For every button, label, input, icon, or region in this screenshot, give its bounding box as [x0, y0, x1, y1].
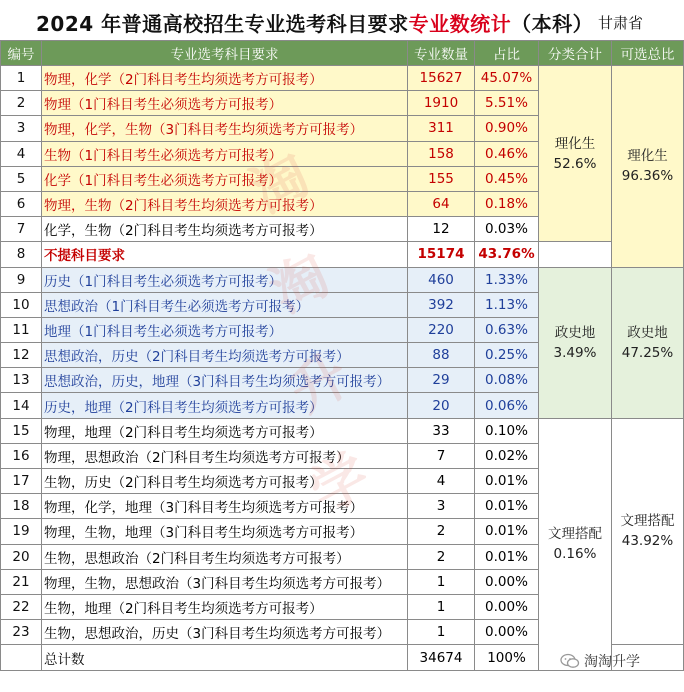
row-count: 15174 — [408, 242, 475, 267]
humanities-total-cell — [612, 267, 684, 418]
header-id: 编号 — [1, 41, 42, 66]
row-count: 33 — [408, 418, 475, 443]
row-count: 311 — [408, 116, 475, 141]
mixed-total-label: 文理搭配 — [620, 513, 675, 530]
row-count: 392 — [408, 292, 475, 317]
row-count: 88 — [408, 343, 475, 368]
title-suffix: （本科） — [511, 12, 594, 36]
mixed-total-cell — [612, 418, 684, 645]
row-id: 19 — [1, 519, 42, 544]
row-percent: 0.00% — [475, 569, 539, 594]
brand-mark — [560, 651, 640, 671]
row-count: 1 — [408, 620, 475, 645]
row-percent: 0.06% — [475, 393, 539, 418]
row-requirement: 地理（1门科目考生必须选考方可报考） — [42, 317, 408, 342]
row-id: 22 — [1, 594, 42, 619]
title-bar — [0, 0, 684, 40]
row-requirement: 物理（1门科目考生必须选考方可报考） — [42, 91, 408, 116]
row-percent: 0.63% — [475, 317, 539, 342]
row-id: 5 — [1, 166, 42, 191]
total-count: 34674 — [408, 645, 475, 671]
province-label: 甘肃省 — [598, 14, 644, 32]
row-count: 7 — [408, 443, 475, 468]
row-requirement: 思想政治（1门科目考生必须选考方可报考） — [42, 292, 408, 317]
science-total-cell — [612, 66, 684, 268]
table-row — [1, 267, 684, 292]
empty-cell — [1, 645, 42, 671]
row-percent: 43.76% — [475, 242, 539, 267]
row-percent: 0.02% — [475, 443, 539, 468]
wechat-icon — [560, 653, 580, 669]
row-requirement: 物理，生物，地理（3门科目考生均须选考方可报考） — [42, 519, 408, 544]
header-requirement: 专业选考科目要求 — [42, 41, 408, 66]
title-prefix: 2024 年普通高校招生专业选考科目要求 — [36, 12, 409, 36]
row-count: 1910 — [408, 91, 475, 116]
row-count: 3 — [408, 494, 475, 519]
row-id: 3 — [1, 116, 42, 141]
row-count: 20 — [408, 393, 475, 418]
row-id: 7 — [1, 217, 42, 242]
page-title — [36, 8, 593, 37]
total-label: 总计数 — [42, 645, 408, 671]
humanities-subtotal: 3.49% — [553, 344, 597, 361]
row-count: 2 — [408, 544, 475, 569]
row-count: 155 — [408, 166, 475, 191]
row-id: 6 — [1, 191, 42, 216]
row-requirement: 不提科目要求 — [42, 242, 408, 267]
statistics-table — [0, 40, 684, 671]
row-id: 23 — [1, 620, 42, 645]
row-count: 29 — [408, 368, 475, 393]
header-count: 专业数量 — [408, 41, 475, 66]
row-id: 21 — [1, 569, 42, 594]
row-requirement: 生物（1门科目考生必须选考方可报考） — [42, 141, 408, 166]
header-category-total: 分类合计 — [539, 41, 612, 66]
row-percent: 0.01% — [475, 469, 539, 494]
humanities-label: 政史地 — [554, 324, 596, 341]
row-percent: 45.07% — [475, 66, 539, 91]
row-requirement: 物理，化学，地理（3门科目考生均须选考方可报考） — [42, 494, 408, 519]
row-percent: 5.51% — [475, 91, 539, 116]
row-requirement: 思想政治，历史（2门科目考生均须选考方可报考） — [42, 343, 408, 368]
row-id: 16 — [1, 443, 42, 468]
mixed-total: 43.92% — [621, 533, 674, 550]
row-count: 15627 — [408, 66, 475, 91]
row-percent: 0.10% — [475, 418, 539, 443]
row-percent: 1.33% — [475, 267, 539, 292]
title-highlight: 专业数统计 — [408, 12, 512, 36]
row-count: 12 — [408, 217, 475, 242]
table-row — [1, 418, 684, 443]
row-id: 14 — [1, 393, 42, 418]
row-requirement: 生物，地理（2门科目考生均须选考方可报考） — [42, 594, 408, 619]
row-id: 12 — [1, 343, 42, 368]
row-count: 220 — [408, 317, 475, 342]
watermark-char: 学 — [300, 442, 381, 526]
row-id: 8 — [1, 242, 42, 267]
row-id: 4 — [1, 141, 42, 166]
humanities-total: 47.25% — [621, 344, 674, 361]
humanities-total-label: 政史地 — [627, 324, 668, 341]
row-requirement: 生物，历史（2门科目考生均须选考方可报考） — [42, 469, 408, 494]
row-id: 10 — [1, 292, 42, 317]
row-count: 4 — [408, 469, 475, 494]
row-id: 15 — [1, 418, 42, 443]
science-total-label: 理化生 — [627, 148, 668, 165]
row-requirement: 化学，生物（2门科目考生均须选考方可报考） — [42, 217, 408, 242]
science-subtotal-cell — [539, 66, 612, 242]
row-requirement: 物理，化学（2门科目考生均须选考方可报考） — [42, 66, 408, 91]
row-percent: 0.25% — [475, 343, 539, 368]
science-label: 理化生 — [554, 135, 596, 152]
header-percent: 占比 — [475, 41, 539, 66]
row-count: 460 — [408, 267, 475, 292]
header-row — [1, 41, 684, 66]
row-percent: 0.00% — [475, 620, 539, 645]
row-id: 9 — [1, 267, 42, 292]
row-percent: 0.01% — [475, 544, 539, 569]
row-percent: 0.90% — [475, 116, 539, 141]
row-count: 1 — [408, 569, 475, 594]
row-percent: 0.18% — [475, 191, 539, 216]
science-total: 96.36% — [621, 168, 674, 185]
mixed-subtotal: 0.16% — [553, 546, 597, 563]
mixed-subtotal-cell — [539, 418, 612, 671]
row-requirement: 物理，地理（2门科目考生均须选考方可报考） — [42, 418, 408, 443]
mixed-label: 文理搭配 — [548, 526, 602, 543]
row-id: 18 — [1, 494, 42, 519]
row-requirement: 生物，思想政治，历史（3门科目考生均须选考方可报考） — [42, 620, 408, 645]
header-selectable-ratio: 可选总比 — [612, 41, 684, 66]
row-percent: 0.00% — [475, 594, 539, 619]
row-requirement: 物理，思想政治（2门科目考生均须选考方可报考） — [42, 443, 408, 468]
humanities-subtotal-cell — [539, 267, 612, 418]
row-id: 1 — [1, 66, 42, 91]
row-requirement: 历史，地理（2门科目考生均须选考方可报考） — [42, 393, 408, 418]
brand-name: 淘淘升学 — [584, 654, 640, 670]
row-percent: 0.01% — [475, 494, 539, 519]
row-id: 2 — [1, 91, 42, 116]
row-count: 158 — [408, 141, 475, 166]
row-id: 17 — [1, 469, 42, 494]
row-requirement: 生物，思想政治（2门科目考生均须选考方可报考） — [42, 544, 408, 569]
row-id: 13 — [1, 368, 42, 393]
row-id: 11 — [1, 317, 42, 342]
row-requirement: 化学（1门科目考生必须选考方可报考） — [42, 166, 408, 191]
row-percent: 0.45% — [475, 166, 539, 191]
row-requirement: 物理，生物（2门科目考生均须选考方可报考） — [42, 191, 408, 216]
row-requirement: 思想政治，历史，地理（3门科目考生均须选考方可报考） — [42, 368, 408, 393]
row-requirement: 历史（1门科目考生必须选考方可报考） — [42, 267, 408, 292]
science-subtotal: 52.6% — [553, 155, 597, 172]
row-count: 2 — [408, 519, 475, 544]
table-row — [1, 242, 684, 267]
total-percent: 100% — [475, 645, 539, 671]
row-requirement: 物理，生物，思想政治（3门科目考生均须选考方可报考） — [42, 569, 408, 594]
row-percent: 1.13% — [475, 292, 539, 317]
row-percent: 0.46% — [475, 141, 539, 166]
row-percent: 0.08% — [475, 368, 539, 393]
row-percent: 0.03% — [475, 217, 539, 242]
row-id: 20 — [1, 544, 42, 569]
row-count: 64 — [408, 191, 475, 216]
row-count: 1 — [408, 594, 475, 619]
row-requirement: 物理，化学，生物（3门科目考生均须选考方可报考） — [42, 116, 408, 141]
table-row — [1, 66, 684, 91]
empty-cell — [539, 242, 612, 267]
row-percent: 0.01% — [475, 519, 539, 544]
